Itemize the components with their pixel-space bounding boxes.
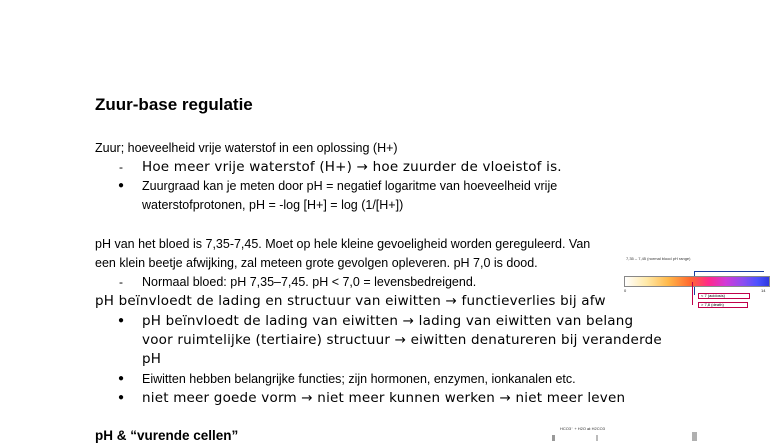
list-item-line: waterstofprotonen, pH = -log [H+] = log (1/[H+]) xyxy=(142,198,404,212)
list-item-line: Zuurgraad kan je meten door pH = negatief logaritme van hoeveelheid vrije xyxy=(142,179,558,193)
bullet-marker: ● xyxy=(118,315,125,326)
range-line xyxy=(694,271,764,272)
figure-shape xyxy=(692,432,697,441)
paragraph-line: een klein beetje afwijking, zal meteen grote gevolgen opleveren. pH 7,0 is dood. xyxy=(95,256,538,270)
tick-label: 0 xyxy=(624,288,627,293)
dash-marker: - xyxy=(119,160,123,174)
list-item: Normaal bloed: pH 7,35–7,45. pH < 7,0 = levensbedreigend. xyxy=(142,275,477,289)
bottom-figure xyxy=(552,424,702,441)
figure-shape xyxy=(552,435,555,441)
ph-scale-figure xyxy=(620,254,770,316)
bullet-marker: ● xyxy=(118,180,125,191)
bullet-marker: ● xyxy=(118,373,125,384)
range-line xyxy=(692,282,693,305)
paragraph-line: pH van het bloed is 7,35-7,45. Moet op hele kleine gevoeligheid worden gereguleerd. Van xyxy=(95,237,591,251)
paragraph-line: pH beïnvloedt de lading en structuur van eiwitten → functieverlies bij afw xyxy=(95,293,606,309)
list-item: niet meer goede vorm → niet meer kunnen werken → niet meer leven xyxy=(142,390,626,406)
bullet-marker: ● xyxy=(118,392,125,403)
figure-caption: HCO3⁻ + H2O ⇌ H2CO3 xyxy=(560,426,605,431)
section-heading: pH & “vurende cellen” xyxy=(95,428,239,443)
dash-marker: - xyxy=(119,275,123,289)
list-item-line: pH xyxy=(142,351,162,367)
page-title: Zuur-base regulatie xyxy=(95,95,253,114)
figure-caption: 7,35 – 7,45 (normal blood pH range) xyxy=(626,256,691,261)
list-item: Eiwitten hebben belangrijke functies; zijn hormonen, enzymen, ionkanalen etc. xyxy=(142,372,576,386)
figure-shape xyxy=(596,435,598,441)
figure-label: > 7,8 (death) xyxy=(701,302,724,307)
tick-label: 14 xyxy=(761,288,766,293)
list-item-line: voor ruimtelijke (tertiaire) structuur → eiwitten denatureren bij veranderde xyxy=(142,332,662,348)
list-item-line: pH beïnvloedt de lading van eiwitten → lading van eiwitten van belang xyxy=(142,313,634,329)
ph-gradient-bar xyxy=(624,276,770,287)
intro-line: Zuur; hoeveelheid vrije waterstof in een oplossing (H+) xyxy=(95,141,398,155)
list-item: Hoe meer vrije waterstof (H+) → hoe zuurder de vloeistof is. xyxy=(142,159,562,175)
figure-label: < 7 (acidosis) xyxy=(701,293,725,298)
